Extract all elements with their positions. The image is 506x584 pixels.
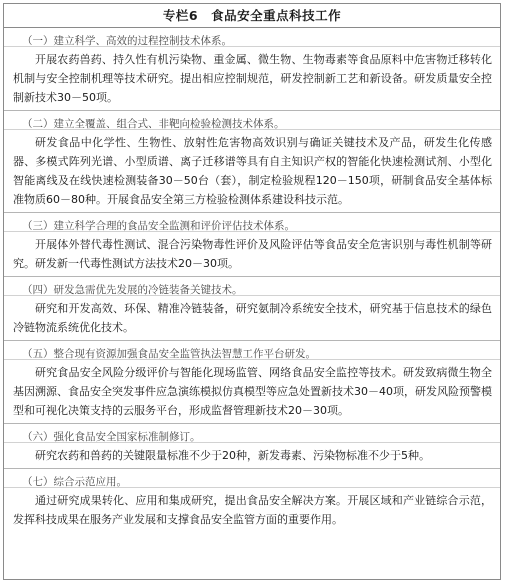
- section-body: 通过研究成果转化、应用和集成研究，提出食品安全解决方案。开展区域和产业链综合示范，发挥科技成果在服务产业发展和支撑食品安全监管方面的重要作用。: [13, 494, 492, 526]
- section-heading: （三）建立科学合理的食品安全监测和评价评估技术体系。: [4, 213, 500, 232]
- section-4: [4, 277, 500, 341]
- section-body: 研究农药和兽药的关键限量标准不少于20种，新发毒素、污染物标准不少于5种。: [35, 449, 430, 462]
- section-7: [4, 469, 500, 532]
- section-body: 开展体外替代毒性测试、混合污染物毒性评价及风险评估等食品安全危害识别与毒性机制等研究。研发新一代毒性测试方法技术20－30项。: [13, 238, 492, 270]
- section-3: [4, 213, 500, 277]
- section-body: 开展农药兽药、持久性有机污染物、重金属、微生物、生物毒素等食品原料中危害物迁移转化机制与安全控制机理等技术研究。提出相应控制规范，研发控制新工艺和新设备。研发质量安全控制新技术30－50项。: [13, 53, 492, 104]
- section-body: 研究和开发高效、环保、精准冷链装备，研究氨制冷系统安全技术，研究基于信息技术的绿色冷链物流系统优化技术。: [13, 302, 492, 334]
- section-5: [4, 341, 500, 424]
- section-1: [4, 28, 500, 111]
- section-heading: （五）整合现有资源加强食品安全监管执法智慧工作平台研发。: [4, 341, 500, 360]
- section-heading: （一）建立科学、高效的过程控制技术体系。: [4, 28, 500, 47]
- column-title: 专栏6 食品安全重点科技工作: [4, 4, 500, 28]
- section-heading: （六）强化食品安全国家标准制修订。: [4, 424, 500, 443]
- section-body: 研究食品安全风险分级评价与智能化现场监管、网络食品安全监控等技术。研发致病微生物全基因溯源、食品安全突发事件应急演练模拟仿真模型等应急处置新技术30－40项，研发风险预警模型和可视化决策支持的云服务平台，形成监督管理新技术20－30项。: [13, 366, 492, 417]
- section-heading: （七）综合示范应用。: [4, 469, 500, 488]
- section-heading: （四）研发急需优先发展的冷链装备关键技术。: [4, 277, 500, 296]
- section-heading: （二）建立全覆盖、组合式、非靶向检验检测技术体系。: [4, 111, 500, 130]
- section-2: [4, 111, 500, 213]
- section-body: 研发食品中化学性、生物性、放射性危害物高效识别与确证关键技术及产品，研发生化传感器、多模式阵列光谱、小型质谱、离子迁移谱等具有自主知识产权的智能化快速检测试剂、小型化智能离线及在线快速检测装备30－50台（套），制定检验规程120－150项，研制食品安全基体标准物质60－80种。开展食品安全第三方检验检测体系建设科技示范。: [13, 136, 492, 206]
- column-box: [3, 3, 501, 580]
- section-6: [4, 424, 500, 469]
